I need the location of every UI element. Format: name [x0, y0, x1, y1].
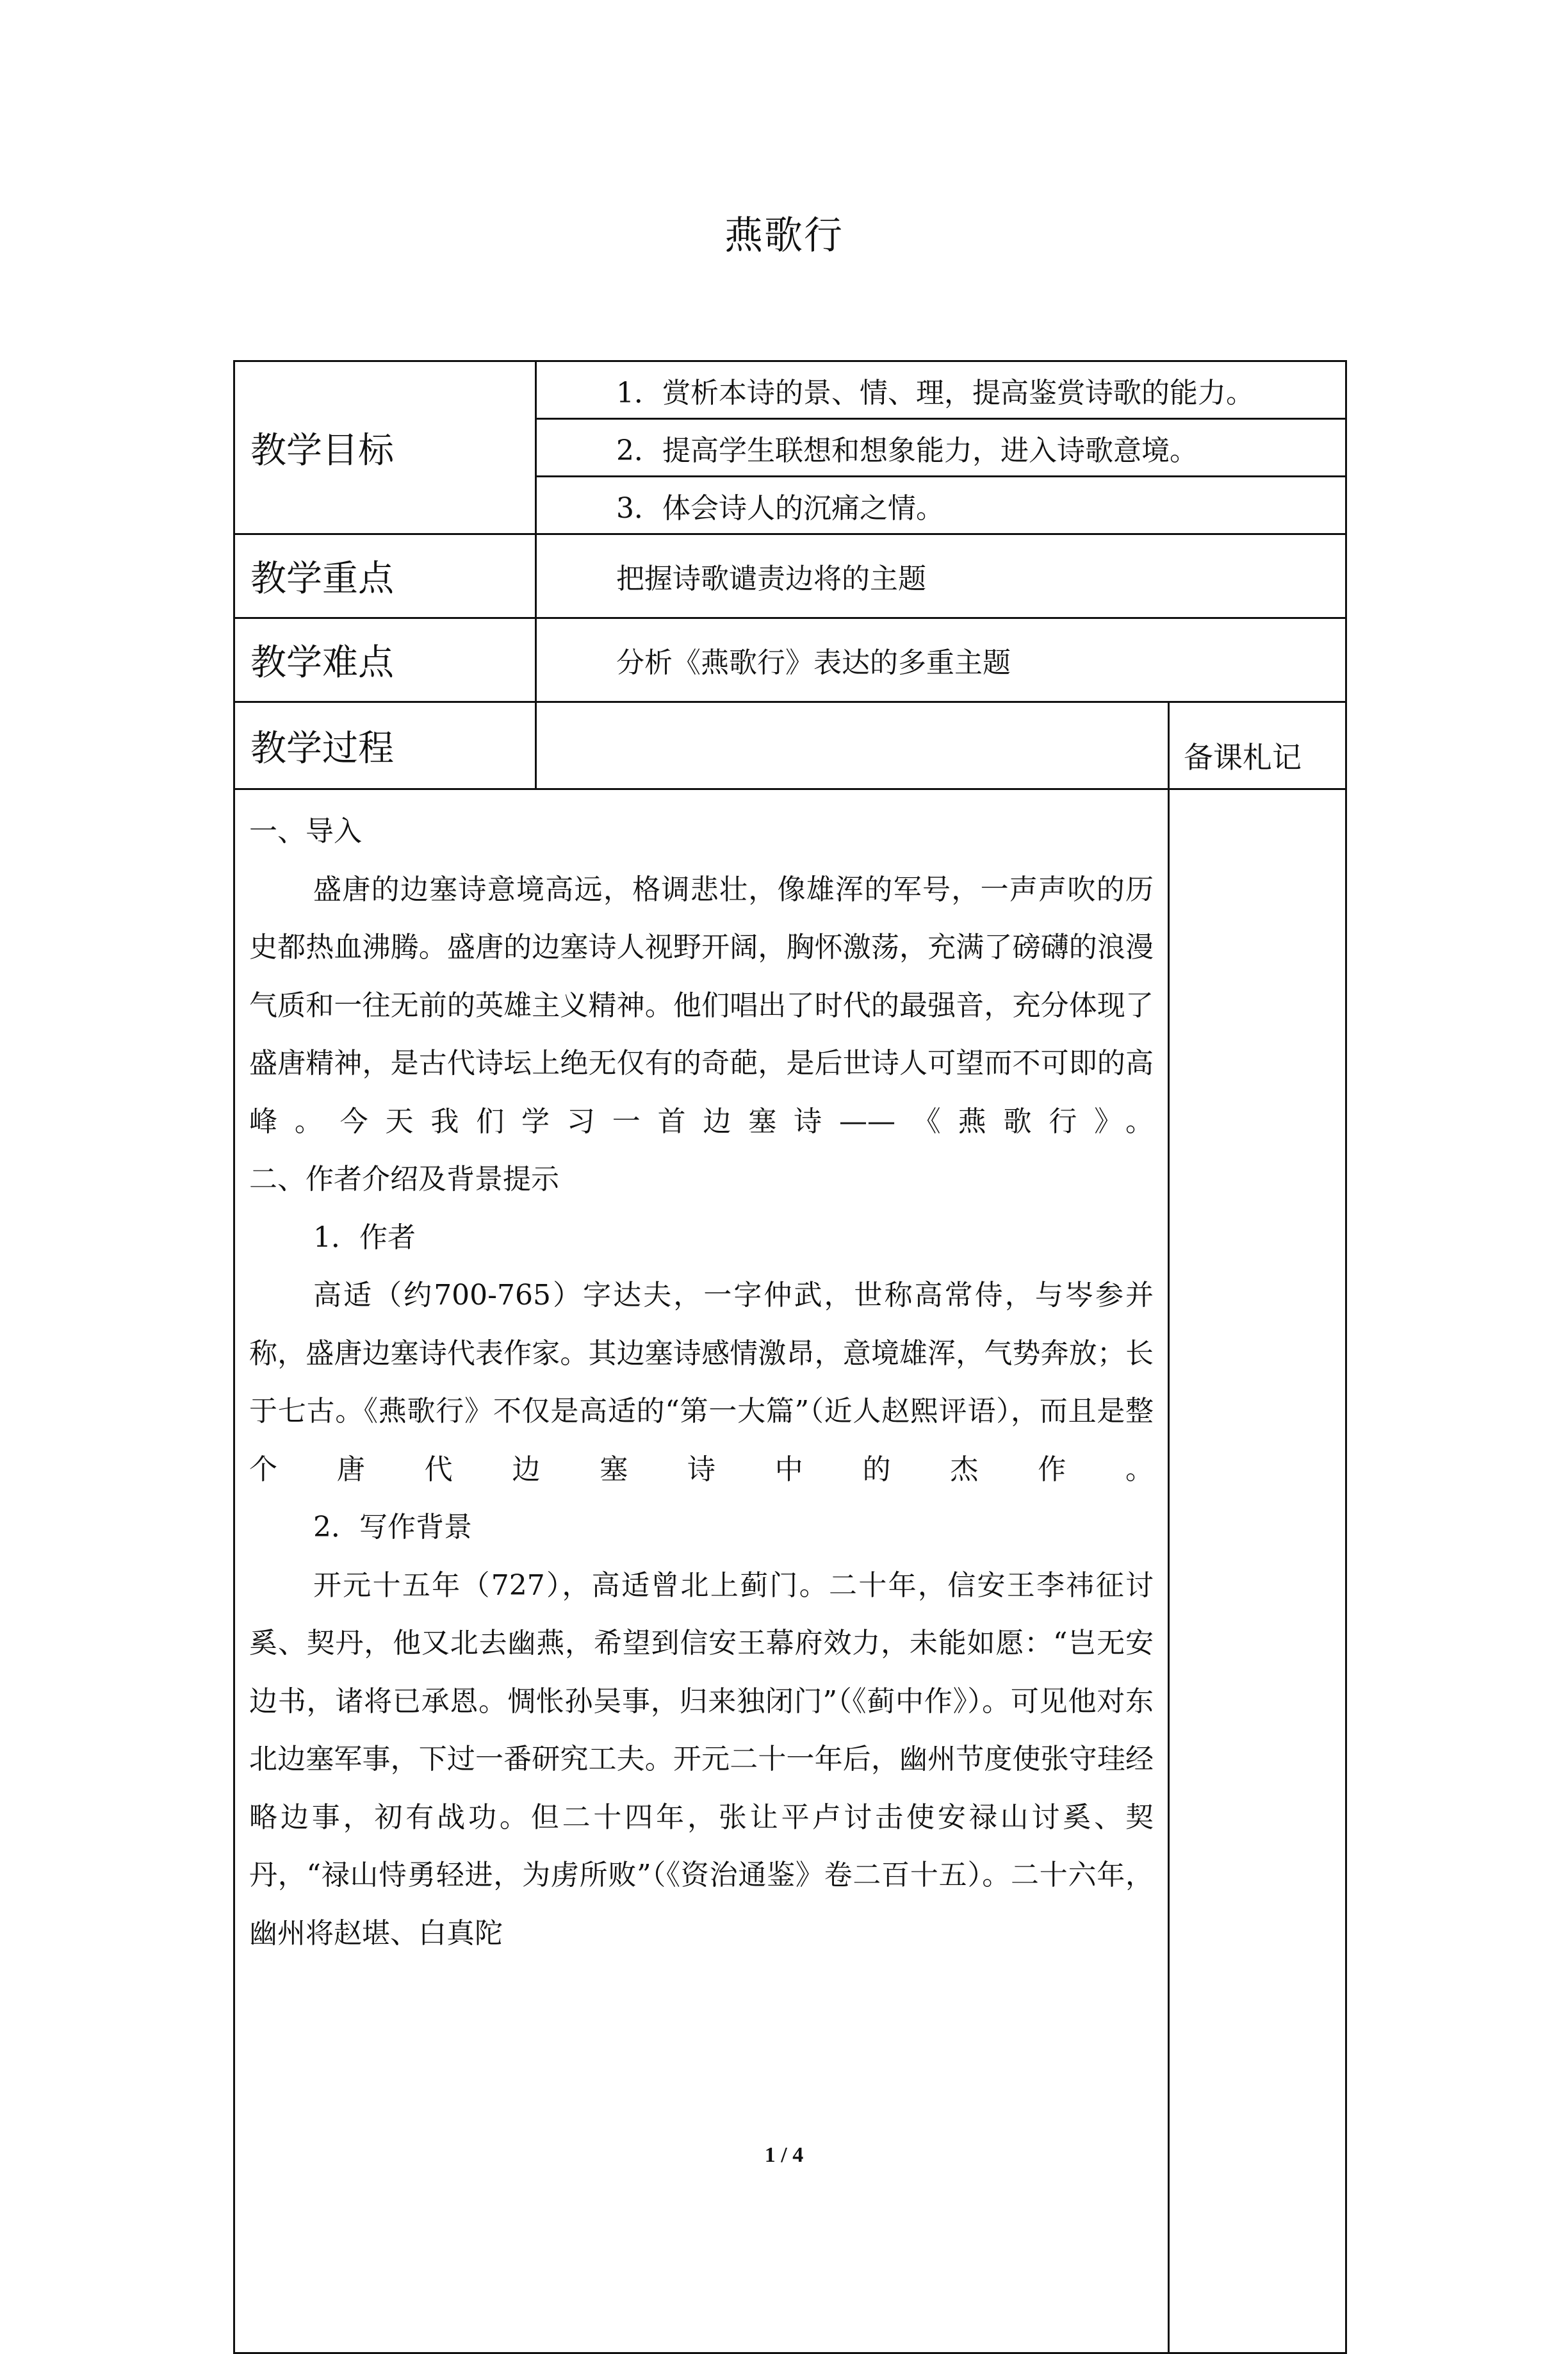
process-content-clip [249, 803, 1154, 2352]
difficulties-label: 教学难点 [234, 618, 536, 702]
key-points-value: 把握诗歌谴责边将的主题 [536, 534, 1346, 618]
process-body-row [234, 789, 1346, 2353]
objectives-row-1 [234, 361, 1346, 419]
intro-paragraph: 盛唐的边塞诗意境高远，格调悲壮，像雄浑的军号，一声声吹的历史都热血沸腾。盛唐的边塞诗人视野开阔，胸怀激荡，充满了磅礴的浪漫气质和一往无前的英雄主义精神。他们唱出了时代的最强音，充分体现了盛唐精神，是古代诗坛上绝无仅有的奇葩，是后世诗人可望而不可即的高峰。今天我们学习一首边塞诗——《燕歌行》。 [249, 873, 1154, 1138]
background-subheading: 2．写作背景 [313, 1511, 472, 1543]
key-points-row [234, 534, 1346, 618]
objectives-label: 教学目标 [234, 361, 536, 534]
difficulties-row [234, 618, 1346, 702]
objective-3: 3．体会诗人的沉痛之情。 [536, 477, 1346, 534]
author-paragraph: 高适（约700-765）字达夫，一字仲武，世称高常侍，与岑参并称，盛唐边塞诗代表作家。其边塞诗感情激昂，意境雄浑，气势奔放；长于七古。《燕歌行》不仅是高适的“第一大篇”（近人赵熙评语），而且是整个唐代边塞诗中的杰作。 [249, 1279, 1154, 1486]
section-author-heading: 二、作者介绍及背景提示 [249, 1163, 559, 1196]
author-subheading: 1．作者 [313, 1221, 416, 1254]
background-paragraph: 开元十五年（727），高适曾北上蓟门。二十年，信安王李祎征讨奚、契丹，他又北去幽燕，希望到信安王幕府效力，未能如愿：“岂无安边书，诸将已承恩。惆怅孙吴事，归来独闭门”（《蓟中作》）。可见他对东北边塞军事，下过一番研究工夫。开元二十一年后，幽州节度使张守珪经略边事，初有战功。但二十四年，张让平卢讨击使安禄山讨奚、契丹，“禄山恃勇轻进，为虏所败”（《资治通鉴》卷二百十五）。二十六年，幽州将赵堪、白真陀 [249, 1568, 1154, 1950]
objective-2: 2．提高学生联想和想象能力，进入诗歌意境。 [536, 419, 1346, 477]
document-title: 燕歌行 [724, 213, 844, 258]
page-number: 1 / 4 [764, 2143, 804, 2167]
key-points-label: 教学重点 [234, 534, 536, 618]
process-content [234, 789, 1169, 2353]
notes-cell [1169, 789, 1346, 2353]
section-intro-heading: 一、导入 [249, 815, 362, 848]
process-label: 教学过程 [234, 702, 536, 789]
notes-label: 备课札记 [1169, 702, 1346, 789]
process-header-row [234, 702, 1346, 789]
objective-1: 1．赏析本诗的景、情、理，提高鉴赏诗歌的能力。 [536, 361, 1346, 419]
difficulties-value: 分析《燕歌行》表达的多重主题 [536, 618, 1346, 702]
process-header-blank [536, 702, 1169, 789]
lesson-plan-table [233, 360, 1347, 2354]
